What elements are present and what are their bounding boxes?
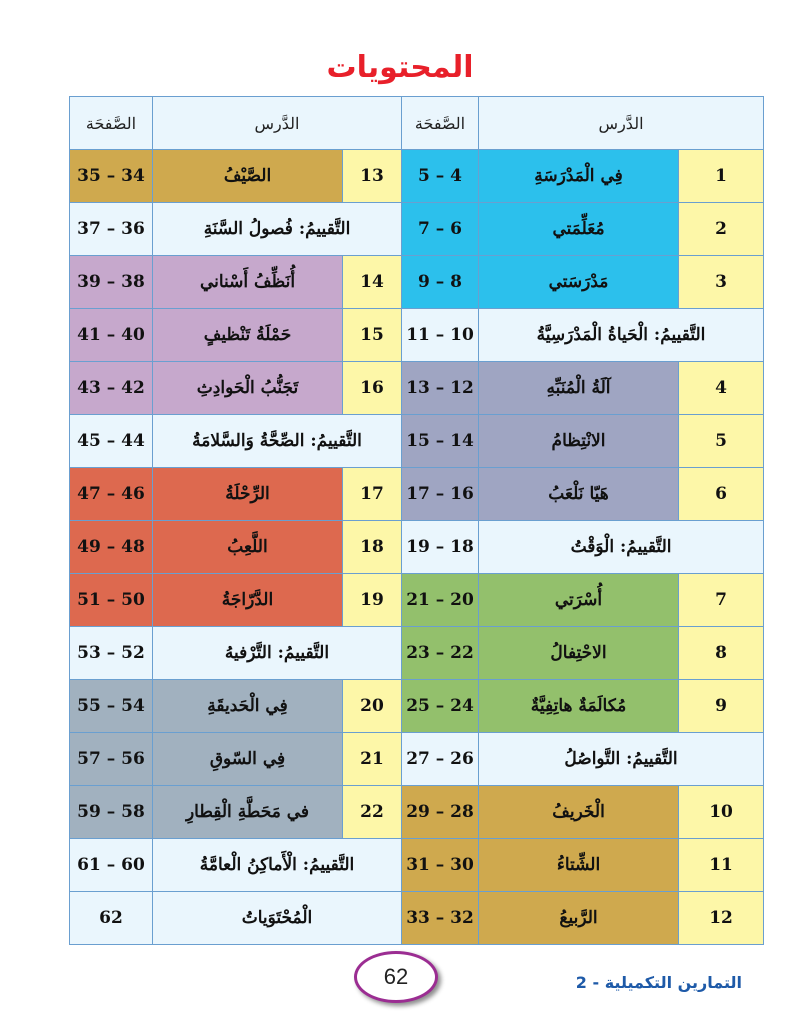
right-num-cell: 11 [679,839,764,892]
page-title: المحتويات [326,50,474,85]
right-lesson-cell: الشِّتاءُ [479,839,679,892]
table-row [70,150,764,203]
left-lesson-cell: تَجَنُّبُ الْحَوادِثِ [153,362,343,415]
right-pages-cell: 27 – 26 [402,733,479,786]
right-lesson-cell: التَّقييمُ: التَّواصُلُ [479,733,764,786]
table-row [70,256,764,309]
right-pages-cell: 7 – 6 [402,203,479,256]
left-lesson-cell: فِي السّوقِ [153,733,343,786]
header-row [70,97,764,150]
table-row [70,574,764,627]
right-num-cell: 8 [679,627,764,680]
left-lesson-cell: فِي الْحَديقَةِ [153,680,343,733]
table-row [70,680,764,733]
table-row [70,415,764,468]
table-row [70,839,764,892]
left-num-cell: 17 [343,468,402,521]
table-row [70,521,764,574]
header-left-page: الصَّفحَة [70,97,153,150]
right-num-cell: 6 [679,468,764,521]
left-pages-cell: 53 – 52 [70,627,153,680]
left-lesson-cell: التَّقييمُ: التَّرْفيهُ [153,627,402,680]
right-num-cell: 1 [679,150,764,203]
right-lesson-cell: آلَةُ الْمُنَبِّهِ [479,362,679,415]
left-num-cell: 18 [343,521,402,574]
right-pages-cell: 17 – 16 [402,468,479,521]
footer-book-title: التمارين التكميلية - 2 [575,973,742,992]
right-lesson-cell: مَدْرَسَتي [479,256,679,309]
right-pages-cell: 5 – 4 [402,150,479,203]
left-pages-cell: 43 – 42 [70,362,153,415]
right-num-cell: 9 [679,680,764,733]
left-lesson-cell: التَّقييمُ: الْأَماكِنُ الْعامَّةُ [153,839,402,892]
left-num-cell: 22 [343,786,402,839]
right-num-cell: 4 [679,362,764,415]
table-row [70,892,764,945]
right-lesson-cell: مُعَلِّمَتي [479,203,679,256]
right-pages-cell: 9 – 8 [402,256,479,309]
left-pages-cell: 35 – 34 [70,150,153,203]
right-num-cell: 7 [679,574,764,627]
right-lesson-cell: مُكالَمَةٌ هاتِفِيَّةٌ [479,680,679,733]
table-row [70,627,764,680]
right-pages-cell: 13 – 12 [402,362,479,415]
left-num-cell: 19 [343,574,402,627]
right-pages-cell: 33 – 32 [402,892,479,945]
page-number-badge: 62 [354,951,438,1003]
right-lesson-cell: هَيّا نَلْعَبُ [479,468,679,521]
table-row [70,786,764,839]
left-lesson-cell: في مَحَطَّةِ الْقِطارِ [153,786,343,839]
right-pages-cell: 19 – 18 [402,521,479,574]
left-num-cell: 15 [343,309,402,362]
right-lesson-cell: فِي الْمَدْرَسَةِ [479,150,679,203]
left-num-cell: 14 [343,256,402,309]
right-num-cell: 5 [679,415,764,468]
left-lesson-cell: التَّقييمُ: الصِّحَّةُ وَالسَّلامَةُ [153,415,402,468]
left-lesson-cell: الصَّيْفُ [153,150,343,203]
header-right-lesson: الدَّرس [479,97,764,150]
table-row [70,468,764,521]
left-pages-cell: 45 – 44 [70,415,153,468]
left-lesson-cell: اللَّعِبُ [153,521,343,574]
left-pages-cell: 51 – 50 [70,574,153,627]
left-pages-cell: 62 [70,892,153,945]
right-lesson-cell: الاحْتِفالُ [479,627,679,680]
left-lesson-cell: الرِّحْلَةُ [153,468,343,521]
left-pages-cell: 39 – 38 [70,256,153,309]
right-lesson-cell: أُسْرَتي [479,574,679,627]
left-pages-cell: 57 – 56 [70,733,153,786]
left-lesson-cell: الدَّرّاجَةُ [153,574,343,627]
left-pages-cell: 37 – 36 [70,203,153,256]
left-lesson-cell: التَّقييمُ: فُصولُ السَّنَةِ [153,203,402,256]
right-pages-cell: 15 – 14 [402,415,479,468]
left-pages-cell: 41 – 40 [70,309,153,362]
right-pages-cell: 31 – 30 [402,839,479,892]
left-pages-cell: 47 – 46 [70,468,153,521]
contents-body [70,150,764,945]
right-lesson-cell: الْخَريفُ [479,786,679,839]
right-pages-cell: 21 – 20 [402,574,479,627]
left-pages-cell: 59 – 58 [70,786,153,839]
right-lesson-cell: التَّقييمُ: الْوَقْتُ [479,521,764,574]
table-row [70,733,764,786]
right-num-cell: 10 [679,786,764,839]
left-lesson-cell: حَمْلَةُ تَنْظيفٍ [153,309,343,362]
left-num-cell: 21 [343,733,402,786]
table-row [70,203,764,256]
right-num-cell: 2 [679,203,764,256]
right-lesson-cell: الانْتِظامُ [479,415,679,468]
right-num-cell: 12 [679,892,764,945]
left-num-cell: 13 [343,150,402,203]
left-pages-cell: 55 – 54 [70,680,153,733]
table-row [70,309,764,362]
left-lesson-cell: الْمُحْتَوَياتُ [153,892,402,945]
contents-table [69,96,764,945]
left-num-cell: 20 [343,680,402,733]
right-pages-cell: 11 – 10 [402,309,479,362]
right-pages-cell: 23 – 22 [402,627,479,680]
left-pages-cell: 61 – 60 [70,839,153,892]
left-num-cell: 16 [343,362,402,415]
right-lesson-cell: التَّقييمُ: الْحَياةُ الْمَدْرَسِيَّةُ [479,309,764,362]
left-lesson-cell: أُنَظِّفُ أَسْناني [153,256,343,309]
table-row [70,362,764,415]
right-num-cell: 3 [679,256,764,309]
left-pages-cell: 49 – 48 [70,521,153,574]
right-pages-cell: 25 – 24 [402,680,479,733]
right-lesson-cell: الرَّبيعُ [479,892,679,945]
right-pages-cell: 29 – 28 [402,786,479,839]
header-left-lesson: الدَّرس [153,97,402,150]
header-right-page: الصَّفحَة [402,97,479,150]
